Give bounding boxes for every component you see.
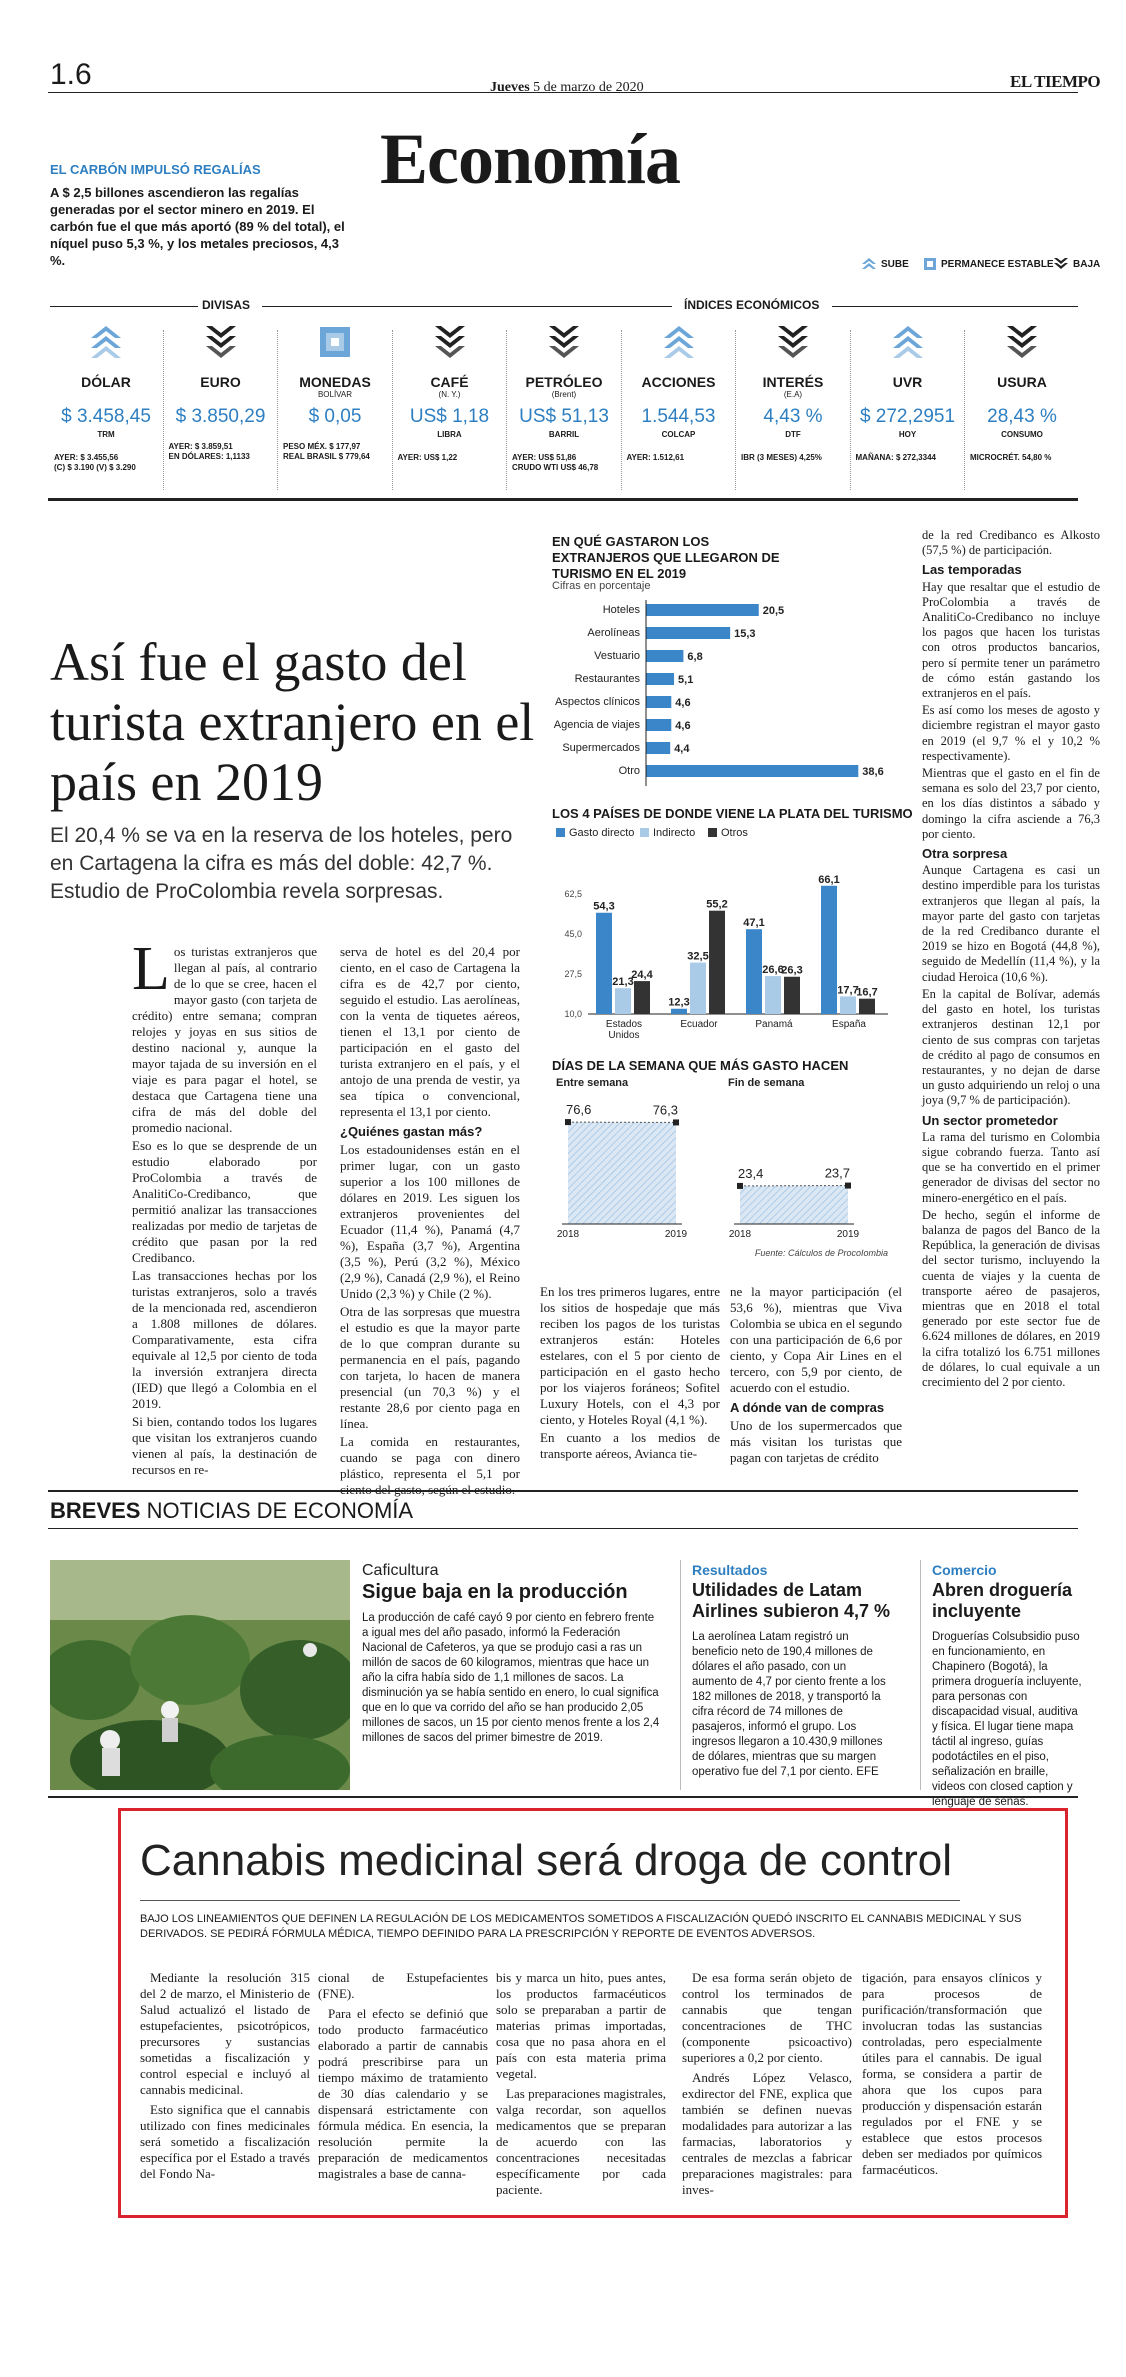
paragraph: La comida en restaurantes, cuando se paga con dinero plástico, representa el 5,1 por ciento del gasto, según el estudio. xyxy=(340,1434,520,1497)
chart2-value-label: 16,7 xyxy=(856,986,878,999)
legend-down: BAJA xyxy=(1054,258,1100,270)
paragraph: Mientras que el gasto en el fin de semana es solo del 23,7 por ciento, en los días distintos a sábado y domingo la cifra asciende a 76,3 por ciento. xyxy=(922,766,1100,841)
paragraph: ne la mayor participación (el 53,6 %), mientras que Viva Colombia se ubica en el segundo con una participación de 6,6 por ciento, y Copa Air Lines en el tercero, con 5,9 por ciento, de acuerdo con el estudio. xyxy=(730,1284,902,1395)
carbon-kicker: EL CARBÓN IMPULSÓ REGALÍAS xyxy=(50,162,261,177)
square-icon xyxy=(924,258,936,270)
chart1-value-label: 4,4 xyxy=(674,743,690,755)
masthead-logo: EL TIEMPO xyxy=(1010,72,1101,91)
indicator-name: PETRÓLEO xyxy=(525,374,603,390)
chart3-value-label: 76,6 xyxy=(566,1102,592,1118)
cannabis-col-1 xyxy=(140,1970,310,2186)
brief-2 xyxy=(692,1562,892,1780)
chart2-value-label: 55,2 xyxy=(706,898,728,911)
coffee-photo xyxy=(50,1560,350,1790)
paragraph: De hecho, según el informe de balanza de pagos del Banco de la República, la generación de divisas del sector turismo, incluyendo la cuenta de viajes y la cuenta de transporte aéreo de pasajeros, mientras que en 2018 el total generado por este sector fue de 6.624 millones de dólares, en 2019 la cifra totalizó los 6.751 millones de dólares, lo cual equivale a un crecimiento del 2 por ciento. xyxy=(922,1207,1100,1389)
indicator-dólar xyxy=(50,322,162,473)
chart1-category-label: Aerolíneas xyxy=(587,627,640,639)
indicator-separator xyxy=(964,330,965,490)
chart1-value-label: 38,6 xyxy=(862,766,884,778)
indicator-unit: COLCAP xyxy=(661,430,696,439)
chart1-category-label: Agencia de viajes xyxy=(553,719,640,731)
divisas-rule-right xyxy=(262,306,672,307)
cannabis-lead: BAJO LOS LINEAMIENTOS QUE DEFINEN LA REGULACIÓN DE LOS MEDICAMENTOS SOMETIDOS A FISCALIZACIÓN QUEDÓ INSCRITO EL CANNABIS MEDICINAL Y SUS DERIVADOS. SE PEDIRÁ FÓRMULA MÉDICA, TIEMPO DEFINIDO PARA LA PRESCRIPCIÓN Y REPORTE DE EVENTOS ADVERSOS. xyxy=(140,1913,1022,1940)
chart2-bar xyxy=(784,977,800,1014)
legend-stable: PERMANECE ESTABLE xyxy=(924,258,1054,270)
dropcap: L xyxy=(132,935,170,1003)
paragraph: Las preparaciones magistrales, valga recordar, son aquellos medicamentos que se preparan de acuerdo con las concentraciones necesitadas específicamente por cada paciente. xyxy=(496,2086,666,2197)
chart3-value-label: 23,4 xyxy=(738,1165,764,1181)
indicator-uvr xyxy=(852,322,964,463)
chart2-value-label: 47,1 xyxy=(743,917,765,930)
trend-down-icon xyxy=(1007,326,1037,358)
chart3-point xyxy=(845,1183,851,1189)
brief-text: Droguerías Colsubsidio puso en funcionamiento, en Chapinero (Bogotá), la primera droguería incluyente, para personas con discapacidad visual, auditiva y física. El lugar tiene mapa táctil al ingreso, guías podotáctiles en el piso, señalización en braille, videos con closed caption y lenguaje de señas. xyxy=(932,1631,1082,1808)
indicator-name: MONEDAS xyxy=(299,374,371,390)
chart2-legend-label: Otros xyxy=(721,827,748,839)
article-col-1 xyxy=(132,935,317,1480)
chart3-xtick: 2019 xyxy=(836,1229,860,1240)
legend-up: SUBE xyxy=(862,258,909,270)
breves-bottom-rule xyxy=(48,1528,1078,1529)
paragraph: En los tres primeros lugares, entre los sitios de hospedaje que más reciben los pagos de los turistas extranjeros están: Hoteles estelares, con el 5 por ciento de participación en el gasto hecho por los viajeros foráneos; Sofitel Luxury Hotels, con el 4,3 por ciento, y Hoteles Royal (4,1 %). xyxy=(540,1284,720,1427)
indicator-value: US$ 1,18 xyxy=(409,406,490,427)
trend-up-icon xyxy=(893,326,923,358)
chart1-value-label: 4,6 xyxy=(675,720,691,732)
chart1-value-label: 6,8 xyxy=(687,651,703,663)
chart2-legend-swatch xyxy=(708,828,717,837)
chart2-category-label: Panamá xyxy=(755,1019,793,1030)
chart2-legend-swatch xyxy=(640,828,649,837)
indicator-separator xyxy=(392,330,393,490)
arrow-up-icon xyxy=(862,258,876,270)
issue-date: Jueves 5 de marzo de 2020 xyxy=(490,80,644,95)
indicator-usura xyxy=(966,322,1078,463)
trend-up-icon xyxy=(91,326,121,358)
chart3-value-label: 76,3 xyxy=(652,1102,678,1118)
paragraph: Uno de los supermercados que más visitan los turistas que pagan con tarjetas de crédito xyxy=(730,1418,902,1465)
indicator-separator xyxy=(735,330,736,490)
indicator-sub xyxy=(623,390,735,400)
indicator-separator xyxy=(277,330,278,490)
indicator-value: $ 3.458,45 xyxy=(61,406,151,427)
chart1-category-label: Vestuario xyxy=(594,650,640,662)
chart2-bar xyxy=(765,976,781,1014)
chart2-legend-swatch xyxy=(556,828,565,837)
indicator-footnote: IBR (3 MESES) 4,25% xyxy=(741,453,822,462)
indicator-petróleo xyxy=(508,322,620,473)
paragraph: Esto significa que el cannabis utilizado con fines medicinales será sometido a fiscalización específica por el Estado a través del Fondo Na- xyxy=(140,2102,310,2181)
indicator-value: $ 0,05 xyxy=(308,406,362,427)
top-rule xyxy=(48,92,1078,93)
paragraph: En cuanto a los medios de transporte aéreos, Avianca tie- xyxy=(540,1430,720,1461)
paragraph: Hay que resaltar que el estudio de ProColombia a través de AnalitiCo-Credibanco no incluye los pagos que hacen los turistas con otros productos bancarios, pero sí permite tener un parámetro de cómo están gastando los extranjeros en el país. xyxy=(922,579,1100,701)
indicator-separator xyxy=(621,330,622,490)
breves-end-rule xyxy=(48,1796,1078,1798)
paragraph: La rama del turismo en Colombia sigue cobrando fuerza. Tanto así que se ha convertido en el primer generador de divisas del sector no minero-energético en el país. xyxy=(922,1129,1100,1205)
paragraph: Andrés López Velasco, exdirector del FNE, explica que también se definen nuevas modalidades para autorizar a las farmacias, laboratorios y centrales de mezclas a fabricar preparaciones magistrales: para inves- xyxy=(682,2070,852,2197)
chart2-ytick: 45,0 xyxy=(564,929,582,939)
chart2-bar xyxy=(690,963,706,1014)
indicator-sub: (Brent) xyxy=(551,390,577,399)
arrow-down-icon xyxy=(1054,258,1068,270)
brief-divider xyxy=(920,1560,921,1790)
paragraph: Las transacciones hechas por los turistas extranjeros, solo a través de la mencionada red, ascendieron a 1.808 millones de dólares. Comparativamente, esta cifra equivale al 12,5 por ciento de toda la inversión extranjera directa (IED) que llegó a Colombia en el 2019. xyxy=(132,1268,317,1411)
indicator-footnote: PESO MÉX. $ 177,97 REAL BRASIL $ 779,64 xyxy=(283,442,370,461)
chart1-title: EN QUÉ GASTARON LOS EXTRANJEROS QUE LLEGARON DE TURISMO EN EL 2019 xyxy=(552,534,780,581)
chart1-bar xyxy=(646,650,683,662)
paragraph: tigación, para ensayos clínicos y para procesos de purificación/transformación que involucran todas las sustancias controladas, pero especialmente útiles para el cannabis. De igual forma, se considera a partir de ahora que los cupos para producción y dispensación estarán regulados por el FNE y se establece que estos procesos deben ser mediados por químicos farmacéuticos. xyxy=(862,1970,1042,2177)
coffee-harvest-image xyxy=(50,1560,350,1790)
paragraph: de la red Credibanco es Alkosto (57,5 %) de participación. xyxy=(922,528,1100,558)
indicator-value: 4,43 % xyxy=(763,406,823,427)
indicator-value: $ 272,2951 xyxy=(859,406,956,427)
chart3-svg xyxy=(548,1074,908,1264)
paragraph: Otra de las sorpresas que muestra el estudio es que la mayor parte de lo que compran durante su permanencia en el país, pagando con tarjeta, lo hacen de manera presencial (un 70,3 %) y el restante 28,6 por ciento paga en línea. xyxy=(340,1304,520,1431)
indicator-unit: LIBRA xyxy=(437,430,462,439)
chart1-bar xyxy=(646,673,674,685)
chart2-bar xyxy=(671,1009,687,1014)
indicator-name: INTERÉS xyxy=(762,374,824,390)
section-title: Economía xyxy=(380,119,681,199)
indicator-value: 28,43 % xyxy=(987,406,1057,427)
subhead: Un sector prometedor xyxy=(922,1112,1058,1128)
indicator-name: UVR xyxy=(892,374,923,390)
cannabis-headline: Cannabis medicinal será droga de control xyxy=(140,1836,953,1885)
paragraph: os turistas extranjeros que llegan al país, al contrario de lo que se cree, hacen el mayor gasto (con tarjeta de crédito) entre semana; compran relojes y joyas en sus sitios de destino nacional y, aunque la mayor tajada de su inversión en el viaje es para pagar el hotel, se destaca que Cartagena tiene una cifra de más del doble del promedio nacional. xyxy=(132,944,317,1135)
cannabis-col-3 xyxy=(496,1970,666,2202)
trend-down-icon xyxy=(206,326,236,358)
paragraph: Para el efecto se definió que todo producto farmacéutico elaborado a partir de cannabis podrá prescribirse para un tiempo máximo de tratamiento de 30 días calendario y se dispensará estrictamente con fórmula médica. En esencia, la resolución permite la preparación de medicamentos magistrales a base de canna- xyxy=(318,2006,488,2181)
brief-headline: Sigue baja en la producción xyxy=(362,1581,628,1603)
indicator-name: CAFÉ xyxy=(430,374,469,390)
chart2-category-label: Unidos xyxy=(608,1030,640,1041)
indicator-unit: CONSUMO xyxy=(1001,430,1043,439)
paragraph: Mediante la resolución 315 del 2 de marzo, el Ministerio de Salud actualizó el listado de estupefacientes, psicotrópicos, precursores y sustancias sometidas a fiscalización y control especial e incluyó al cannabis medicinal. xyxy=(140,1970,310,2097)
article-col-3 xyxy=(540,1284,720,1464)
brief-divider xyxy=(680,1560,681,1790)
indicator-interés xyxy=(737,322,849,463)
trend-down-icon xyxy=(778,326,808,358)
indicator-footnote: AYER: $ 3.859,51 EN DÓLARES: 1,1133 xyxy=(168,442,250,461)
chart1-bar xyxy=(646,604,759,616)
chart2-bar xyxy=(859,999,875,1014)
indicator-sub: (E.A) xyxy=(783,390,803,399)
brief-3 xyxy=(932,1562,1082,1810)
chart1-category-label: Aspectos clínicos xyxy=(555,696,640,708)
chart3-area xyxy=(740,1186,848,1224)
chart1-value-label: 20,5 xyxy=(762,605,785,617)
indicator-value: US$ 51,13 xyxy=(519,406,609,427)
chart2-value-label: 26,6 xyxy=(762,964,784,977)
indicator-unit: BARRIL xyxy=(548,430,580,439)
indicator-café xyxy=(394,322,506,463)
article-dek: El 20,4 % se va en la reserva de los hoteles, pero en Cartagena la cifra es más del doble: 42,7 %. Estudio de ProColombia revela sorpresas. xyxy=(50,824,513,903)
indicator-footnote: MAÑANA: $ 272,3344 xyxy=(855,453,936,462)
trend-down-icon xyxy=(435,326,465,358)
chart2-bar xyxy=(596,913,612,1014)
indicator-footnote: MICROCRÉT. 54,80 % xyxy=(970,453,1052,462)
brief-text: La producción de café cayó 9 por ciento en febrero frente a igual mes del año pasado, informó la Federación Nacional de Cafeteros, ya que se produjo casi a ras un millón de sacos de 60 kilogramos, mientras que hace un año la cifra había sido de 1,1 millones de sacos. La disminución ya se había sentido en enero, lo cual significa que en lo que va corrido del año se han producido 2,05 millones de sacos, un 15 por ciento menos frente a los 2,4 millones de sacos del primer bimestre de 2019. xyxy=(362,1612,660,1744)
chart1-bar xyxy=(646,696,671,708)
indicator-unit: HOY xyxy=(898,430,917,439)
trend-up-icon xyxy=(664,326,694,358)
chart2-value-label: 54,3 xyxy=(593,900,615,913)
chart3-area xyxy=(568,1122,676,1224)
chart3-value-label: 23,7 xyxy=(824,1165,850,1181)
indicator-acciones xyxy=(623,322,735,463)
article-col-5 xyxy=(922,528,1100,1392)
chart2-value-label: 12,3 xyxy=(668,996,690,1009)
paragraph: Los estadounidenses están en el primer lugar, con un gasto superior a los 100 millones de dólares en 2019. Les siguen los extranjeros provenientes del Ecuador (11,4 %), Panamá (4,7 %), España (3,7 %), Argentina (3,5 %), Perú (3,2 %), México (2,9 %), Canadá (2,9 %), el Reino Unido (2,3 %) y Chile (2 %). xyxy=(340,1142,520,1301)
chart2-legend-label: Gasto directo xyxy=(569,827,635,839)
subhead: ¿Quiénes gastan más? xyxy=(340,1124,483,1139)
indicator-sub xyxy=(966,390,1078,400)
paragraph: cional de Estupefacientes (FNE). xyxy=(318,1970,488,2001)
indicator-sub xyxy=(50,390,162,400)
brief-kicker: Caficultura xyxy=(362,1562,439,1579)
indicator-unit: DTF xyxy=(785,430,801,439)
chart1-value-label: 4,6 xyxy=(675,697,691,709)
indicator-name: USURA xyxy=(997,374,1047,390)
indicator-separator xyxy=(163,330,164,490)
chart3-xtick: 2019 xyxy=(664,1229,688,1240)
divisas-rule-left xyxy=(50,306,198,307)
chart3-point xyxy=(565,1119,571,1125)
chart2-value-label: 24,4 xyxy=(631,969,653,982)
brief-kicker: Resultados xyxy=(692,1562,768,1578)
chart2-bar xyxy=(615,988,631,1014)
trend-down-icon xyxy=(549,326,579,358)
indicator-name: DÓLAR xyxy=(81,374,131,390)
brief-headline: Utilidades de Latam Airlines subieron 4,7 % xyxy=(692,1580,891,1621)
chart1-bar xyxy=(646,765,858,777)
chart2-ytick: 27,5 xyxy=(564,969,582,979)
cannabis-rule xyxy=(140,1900,960,1901)
chart1-category-label: Hoteles xyxy=(602,604,640,616)
chart1-bar xyxy=(646,719,671,731)
carbon-text: A $ 2,5 billones ascendieron las regalías generadas por el sector minero en 2019. El carbón fue el que más aportó (89 % del total), el níquel puso 5,3 %, y los metales preciosos, 4,3 %. xyxy=(50,185,345,268)
chart1-category-label: Otro xyxy=(618,765,640,777)
chart2-value-label: 17,7 xyxy=(837,984,859,997)
chart3-source: Fuente: Cálculos de ProcoIombia xyxy=(754,1248,888,1258)
indicator-sub xyxy=(852,390,964,400)
chart2-bar xyxy=(709,911,725,1014)
chart1-bar xyxy=(646,627,730,639)
chart1-value-label: 5,1 xyxy=(678,674,694,686)
paragraph: De esa forma serán objeto de control los terminados de cannabis que tengan concentraciones de THC (componente psicoactivo) superiores a 0,2 por ciento. xyxy=(682,1970,852,2065)
indicator-footnote: AYER: US$ 1,22 xyxy=(397,453,458,462)
article-col-4 xyxy=(730,1284,902,1468)
chart2-value-label: 21,3 xyxy=(612,976,634,989)
subhead: A dónde van de compras xyxy=(730,1400,885,1415)
chart2-bar xyxy=(821,886,837,1014)
brief-text: La aerolínea Latam registró un beneficio neto de 190,4 millones de dólares el año pasado, con un aumento de 4,7 por ciento frente a los 182 millones de 2018, y transportó la cifra récord de 74 millones de pasajeros, informó el grupo. Los ingresos llegaron a 10.430,9 millones de dólares, mientras que su margen operativo fue del 7,1 por ciento. EFE xyxy=(692,1631,886,1778)
indicators-bottom-rule xyxy=(48,498,1078,501)
chart3-xtick: 2018 xyxy=(728,1229,752,1240)
chart1-value-label: 15,3 xyxy=(734,628,756,640)
brief-kicker: Comercio xyxy=(932,1562,997,1578)
chart1-svg xyxy=(548,598,908,788)
cannabis-col-2 xyxy=(318,1970,488,2186)
indicator-name: EURO xyxy=(200,374,241,390)
indicator-separator xyxy=(506,330,507,490)
brief-headline: Abren droguería incluyente xyxy=(932,1580,1073,1621)
indicator-value: $ 3.850,29 xyxy=(175,406,266,427)
chart3-panel-title: Entre semana xyxy=(556,1077,629,1089)
indicator-footnote: AYER: US$ 51,86 CRUDO WTI US$ 46,78 xyxy=(512,453,599,472)
chart1-category-label: Restaurantes xyxy=(574,673,640,685)
chart3-panel-title: Fin de semana xyxy=(728,1077,805,1089)
chart2-bar xyxy=(634,981,650,1014)
article-col-2 xyxy=(340,944,520,1500)
indicator-footnote: AYER: 1.512,61 xyxy=(626,453,685,462)
indicator-footnote: AYER: $ 3.455,56 (C) $ 3.190 (V) $ 3.290 xyxy=(54,453,136,472)
chart2-value-label: 66,1 xyxy=(818,873,840,886)
chart2-ytick: 10,0 xyxy=(564,1009,582,1019)
indicator-name: ACCIONES xyxy=(641,374,716,390)
chart3-point xyxy=(737,1183,743,1189)
indicator-sub xyxy=(165,390,277,400)
chart2-bar xyxy=(746,929,762,1014)
chart3-xtick: 2018 xyxy=(556,1229,580,1240)
paragraph: En la capital de Bolívar, además del gasto en hotel, los turistas extranjeros destinan 12,1 por ciento de sus compras con tarjetas de crédito al pago de consumos en restaurantes, y no dejan de darse un gusto adquiriendo un reloj o una joya (9,7 % de participación). xyxy=(922,986,1100,1108)
indicator-unit: TRM xyxy=(97,430,115,439)
chart1-bar xyxy=(646,742,670,754)
chart2-svg xyxy=(548,824,908,1044)
chart2-title: LOS 4 PAÍSES DE DONDE VIENE LA PLATA DEL TURISMO xyxy=(552,806,913,821)
article-headline: Así fue el gasto del turista extranjero en el país en 2019 xyxy=(50,632,535,812)
indicator-euro xyxy=(165,322,277,462)
cannabis-col-5 xyxy=(862,1970,1042,2182)
indicator-sub: BOLÍVAR xyxy=(317,390,353,399)
paragraph: bis y marca un hito, pues antes, los productos farmacéuticos solo se preparaban a partir de materias primas importadas, cosa que no pasa ahora en el país con esta materia prima vegetal. xyxy=(496,1970,666,2081)
indices-rule xyxy=(832,306,1078,307)
indicator-sub: (N. Y.) xyxy=(438,390,461,399)
chart2-category-label: Estados xyxy=(605,1019,643,1030)
paragraph: Aunque Cartagena es casi un destino imperdible para los turistas extranjeros que llegan al país, la mayor parte del gasto con tarjetas de la red Credibanco durante el 2019 se hizo en Bogotá (44,8 %), seguido de Medellín (11,4 %), y la ciudad Heroica (10,6 %). xyxy=(922,863,1100,984)
chart2-category-label: España xyxy=(832,1019,866,1030)
chart2-bar xyxy=(840,996,856,1014)
subhead: Otra sorpresa xyxy=(922,846,1008,862)
indicator-monedas xyxy=(279,322,391,462)
chart2-legend-label: Indirecto xyxy=(653,827,696,839)
trend-stable-icon xyxy=(320,327,350,357)
paragraph: Eso es lo que se desprende de un estudio elaborado por ProColombia a través de AnalitiCo-Credibanco, que permitió analizar las transacciones realizadas por medio de tarjetas de crédito que pasan por la red Credibanco. xyxy=(132,1138,317,1265)
brief-1 xyxy=(362,1562,662,1746)
cannabis-col-4 xyxy=(682,1970,852,2202)
chart3-title: DÍAS DE LA SEMANA QUE MÁS GASTO HACEN xyxy=(552,1058,849,1073)
paragraph: Es así como los meses de agosto y diciembre registran el mayor gasto en 2019 (el 9,7 % el y 10,2 % respectivamente). xyxy=(922,703,1100,763)
breves-top-rule xyxy=(48,1490,1078,1492)
chart2-value-label: 32,5 xyxy=(687,950,709,963)
breves-label: BREVES NOTICIAS DE ECONOMÍA xyxy=(50,1498,414,1523)
chart3-point xyxy=(673,1119,679,1125)
divisas-head: DIVISAS xyxy=(202,298,251,312)
chart1-subtitle: Cifras en porcentaje xyxy=(552,580,651,592)
page-number: 1.6 xyxy=(50,58,92,91)
chart1-category-label: Supermercados xyxy=(562,742,640,754)
paragraph: serva de hotel es del 20,4 por ciento, en el caso de Cartagena la cifra es de 42,7 por ciento, seguido el estudio. Las aerolíneas, con la venta de tiquetes aéreos, tienen el 13,1 por ciento de participación en el gasto del turista extranjero en el país, y el antojo de una prenda de vestir, ya sea típica o convencional, representa el 13,1 por ciento. xyxy=(340,944,520,1119)
indicator-value: 1.544,53 xyxy=(641,406,716,427)
chart2-category-label: Ecuador xyxy=(680,1019,718,1030)
chart2-value-label: 26,3 xyxy=(781,964,803,977)
indicator-separator xyxy=(850,330,851,490)
indices-head: ÍNDICES ECONÓMICOS xyxy=(684,298,820,312)
subhead: Las temporadas xyxy=(922,562,1022,578)
chart2-ytick: 62,5 xyxy=(564,889,582,899)
paragraph: Si bien, contando todos los lugares que visitan los extranjeros cuando vienen al país, la destinación de recursos en re- xyxy=(132,1414,317,1477)
